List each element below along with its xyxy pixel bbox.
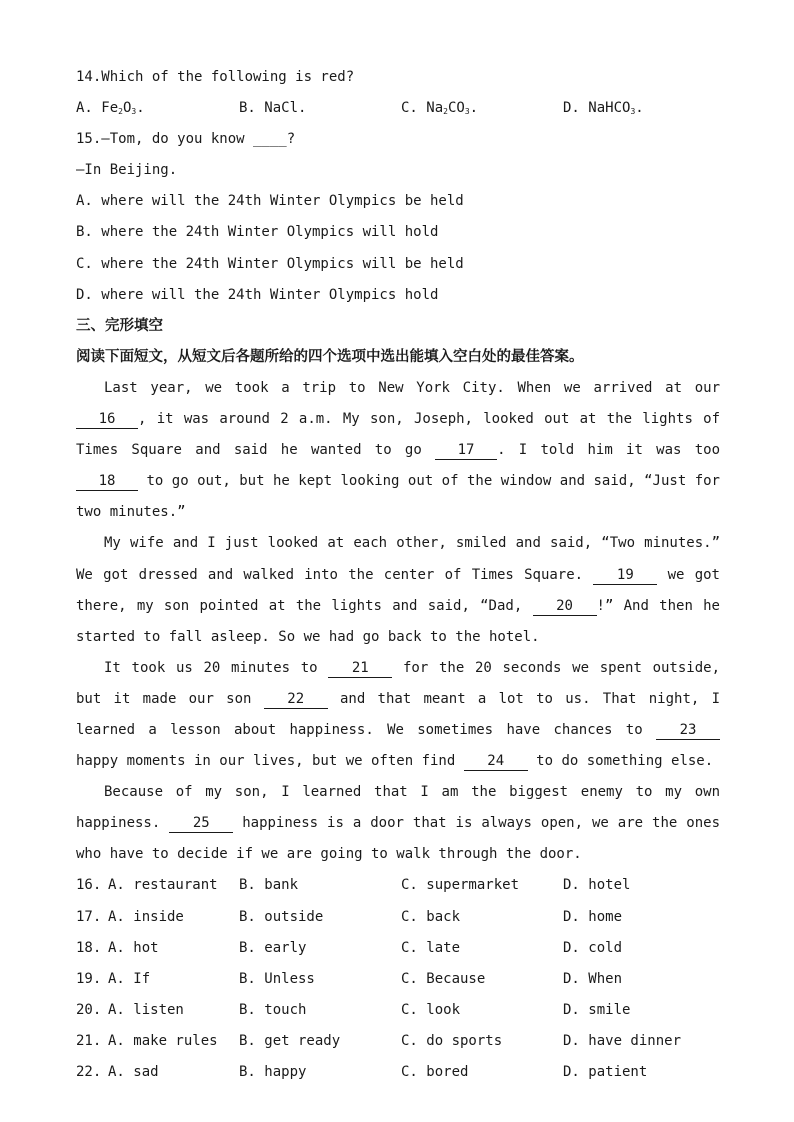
option-15-b: B. where the 24th Winter Olympics will hold: [76, 224, 439, 241]
blank-18: 18: [76, 472, 138, 491]
exam-page: [76, 62, 720, 1088]
choice-row: 18. A. hot B. early C. late D. cold: [76, 939, 623, 956]
question-15-reply: —In Beijing.: [76, 162, 178, 179]
option-14-c: C. $Na_2CO_3$.: [401, 100, 479, 117]
blank-23: 23: [656, 721, 720, 740]
option-15-d: D. where will the 24th Winter Olympics hold: [76, 286, 439, 303]
choice-row: 16. A. restaurant B. bank C. supermarket D. hotel: [76, 877, 631, 894]
section-instruction: 阅读下面短文，从短文后各题所给的四个选项中选出能填入空白处的最佳答案。: [76, 348, 584, 365]
paragraph-2: My wife and I just looked at each other, smiled and said, “Two minutes.” We got dressed and walked into the center of Times Square. 19 we got there, my son pointed at the lights and said, “Dad, 20 !” And then he started to fall asleep. So we had go back to the hotel.: [76, 535, 720, 645]
choice-row: 20. A. listen B. touch C. look D. smile: [76, 1001, 631, 1018]
blank-21: 21: [328, 659, 392, 678]
blank-16: 16: [76, 410, 138, 429]
choice-row: 19. A. If B. Unless C. Because D. When: [76, 970, 623, 987]
question-15-stem: 15.—Tom, do you know ____?: [76, 131, 296, 148]
paragraph-1: Last year, we took a trip to New York City. When we arrived at our 16 , it was around 2 a.m. My son, Joseph, looked out at the lights of Times Square and said he wanted to go 17 . I told him it was too 18 to go out, but he kept looking out of the window and said, “Just for two minutes.”: [76, 379, 720, 521]
section-title: 三、完形填空: [76, 317, 163, 334]
choice-row: 21. A. make rules B. get ready C. do sports D. have dinner: [76, 1032, 682, 1049]
blank-20: 20: [533, 597, 597, 616]
choice-row: 17. A. inside B. outside C. back D. home: [76, 908, 623, 925]
question-14-options: [76, 93, 720, 124]
question-14-stem: 14.Which of the following is red?: [76, 69, 355, 85]
blank-17: 17: [435, 441, 497, 460]
choice-row: 22. A. sad B. happy C. bored D. patient: [76, 1064, 648, 1080]
blank-24: 24: [464, 752, 528, 771]
option-14-d: D. NaHCO$_3$.: [563, 100, 644, 117]
option-15-c: C. where the 24th Winter Olympics will be held: [76, 255, 464, 272]
cloze-passage: [76, 373, 720, 871]
paragraph-4: Because of my son, I learned that I am the biggest enemy to my own happiness. 25 happiness is a door that is always open, we are the ones who have to decide if we are going to walk through the door.: [76, 784, 721, 863]
blank-22: 22: [264, 690, 328, 709]
blank-19: 19: [593, 566, 657, 585]
option-15-a: A. where will the 24th Winter Olympics be held: [76, 193, 464, 210]
option-14-b: B. NaCl.: [239, 100, 307, 117]
option-14-a: A. $Fe_2O_3$.: [76, 100, 145, 117]
paragraph-3: It took us 20 minutes to 21 for the 20 seconds we spent outside, but it made our son 22 and that meant a lot to us. That night, I learned a lesson about happiness. We sometimes have chances to 23 happy moments in our lives, but we often find 24 to do something else.: [76, 659, 720, 770]
blank-25: 25: [169, 814, 233, 833]
